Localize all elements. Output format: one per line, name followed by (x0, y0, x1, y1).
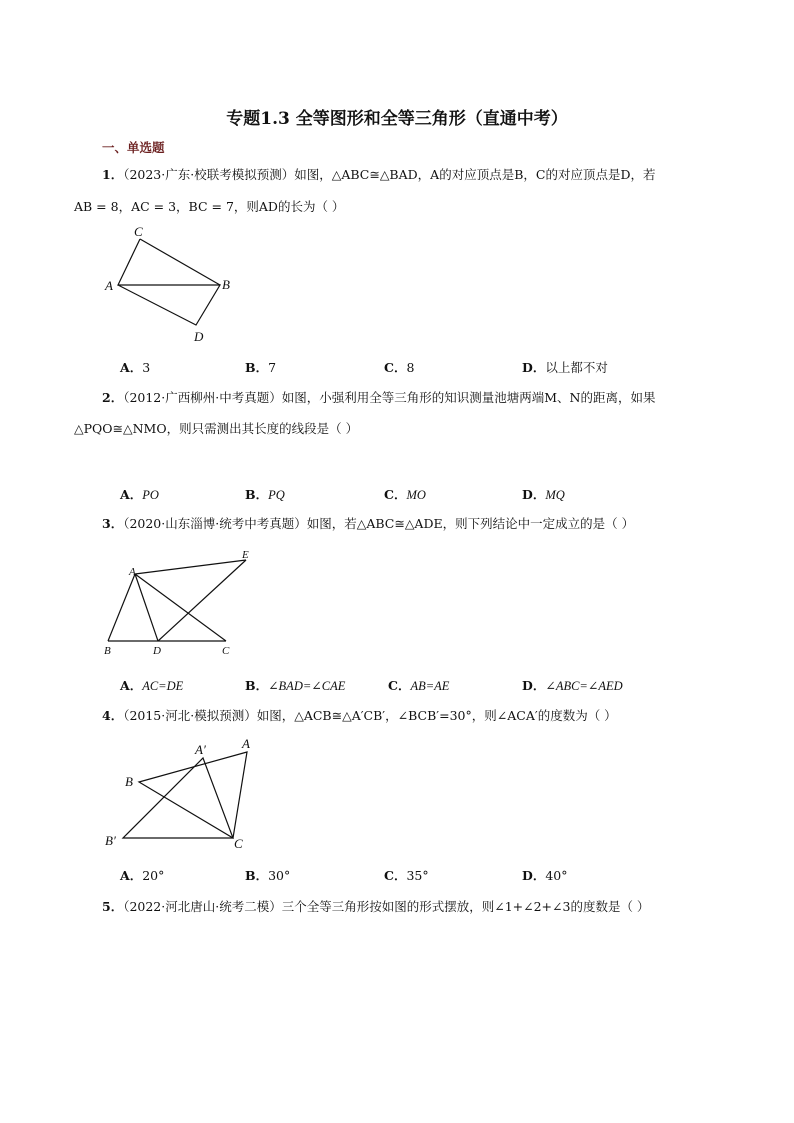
q2-option-c: C．MO (384, 487, 426, 502)
q4-option-c: C．35° (384, 868, 429, 883)
q3-option-d: D．∠ABC=∠AED (522, 678, 623, 693)
figure-3-label-c: C (222, 645, 230, 657)
q1-option-c: C．8 (384, 360, 415, 375)
question-text: 如图，△ACB≅△A′CB′，∠BCB′=30°，则∠ACA′的度数为（ ） (256, 708, 617, 723)
q3-option-c: C．AB=AE (388, 678, 450, 693)
figure-1-label-b: B (222, 277, 230, 292)
q2-option-b: B．PQ (245, 487, 285, 502)
q4-option-b: B．30° (245, 868, 291, 883)
question-3-line-1 (102, 513, 634, 535)
question-3-figure (100, 546, 260, 656)
question-number: 3． (102, 516, 124, 531)
question-text: 如图，△ABC≅△BAD，A的对应顶点是B，C的对应顶点是D，若 (294, 167, 656, 182)
figure-4-label-a: A (242, 736, 250, 751)
question-1-figure (100, 222, 240, 347)
figure-3-label-a: A (129, 566, 136, 578)
figure-4-label-b-prime: B′ (105, 833, 116, 848)
q3-option-b: B．∠BAD=∠CAE (245, 678, 346, 693)
figure-3-label-e: E (242, 549, 249, 561)
page-title: 专题1.3 全等图形和全等三角形（直通中考） (226, 109, 568, 129)
figure-4-triangle-a-prime-cb-prime (123, 758, 233, 838)
figure-3-segment-ab (108, 574, 135, 641)
question-1-line-2: AB = 8，AC = 3，BC = 7，则AD的长为（ ） (74, 199, 345, 214)
question-source: （2023·广东·校联考模拟预测） (123, 167, 295, 182)
q4-option-d: D．40° (522, 868, 568, 883)
figure-3-label-b: B (104, 645, 111, 657)
question-4-line-1 (102, 705, 617, 727)
figure-1-label-a: A (105, 278, 113, 293)
q1-option-b: B．7 (245, 360, 277, 375)
figure-4-label-b: B (125, 774, 133, 789)
figure-4-label-c: C (234, 836, 243, 851)
question-text: 三个全等三角形按如图的形式摆放，则∠1+∠2+∠3的度数是（ ） (281, 899, 650, 914)
figure-3-label-d: D (153, 645, 161, 657)
question-source: （2020·山东淄博·统考中考真题） (123, 516, 307, 531)
section-heading: 一、单选题 (102, 140, 165, 155)
figure-4-triangle-acb (139, 752, 247, 838)
question-5-line-1 (102, 896, 649, 918)
question-2-line-2: △PQO≅△NMO，则只需测出其长度的线段是（ ） (74, 421, 359, 436)
q1-option-d: D．以上都不对 (522, 360, 608, 375)
figure-3-segment-ae (135, 560, 246, 574)
figure-3-segment-ad (135, 574, 158, 641)
question-4-figure (100, 732, 260, 852)
question-source: （2012·广西柳州·中考真题） (123, 390, 282, 405)
question-2-line-1 (102, 387, 655, 409)
q2-option-a: A．PO (120, 487, 159, 502)
question-source: （2022·河北唐山·统考二模） (123, 899, 282, 914)
figure-1-quadrilateral (118, 239, 220, 325)
question-1-line-1 (102, 164, 655, 186)
figure-4-label-a-prime: A′ (195, 742, 206, 757)
question-number: 2． (102, 390, 124, 405)
figure-3-segment-ac (135, 574, 226, 641)
question-number: 5． (102, 899, 124, 914)
q1-option-a: A．3 (120, 360, 151, 375)
figure-1-label-d: D (194, 329, 204, 344)
figure-1-segment-cb (140, 239, 220, 285)
question-number: 4． (102, 708, 124, 723)
q3-option-a: A．AC=DE (120, 678, 184, 693)
q2-option-d: D．MQ (522, 487, 565, 502)
question-text: 如图，若△ABC≅△ADE，则下列结论中一定成立的是（ ） (306, 516, 635, 531)
question-source: （2015·河北·模拟预测） (123, 708, 257, 723)
q4-option-a: A．20° (120, 868, 165, 883)
question-number: 1． (102, 167, 124, 182)
question-text: 如图，小强利用全等三角形的知识测量池塘两端M、N的距离，如果 (281, 390, 656, 405)
figure-1-label-c: C (134, 224, 143, 239)
